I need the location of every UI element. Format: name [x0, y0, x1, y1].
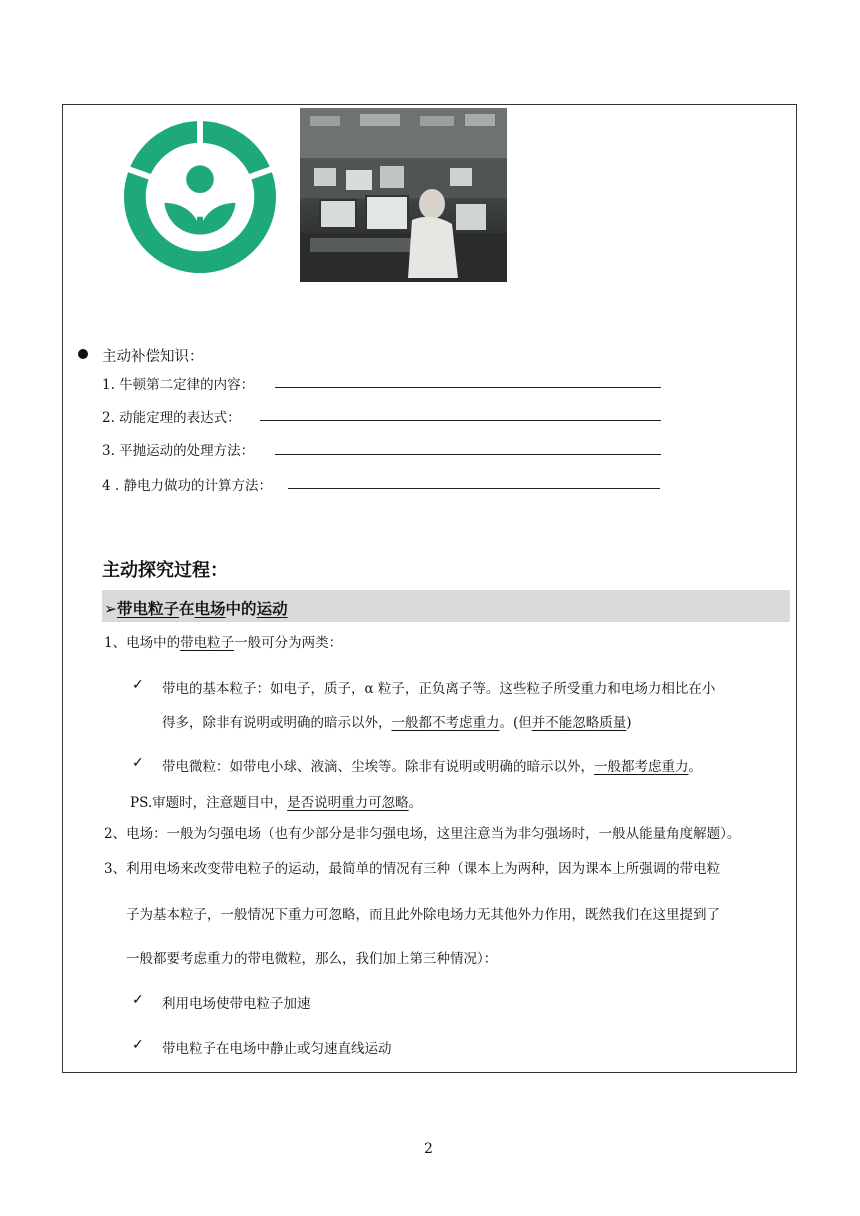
text: 一般可分为两类： — [234, 635, 343, 651]
ps-note — [130, 791, 422, 811]
text: 。(但 — [499, 715, 532, 731]
knowledge-item-2: 2. 动能定理的表达式： — [102, 410, 241, 426]
item-3-line1: 3、利用电场来改变带电粒子的运动，最简单的情况有三种（课本上为两种，因为课本上所强调的带电粒 — [104, 861, 721, 877]
section-term-field: 电场 — [194, 600, 226, 618]
plant-ring-logo-icon — [121, 118, 279, 276]
underlined-text: 一般都考虑重力 — [594, 759, 689, 775]
knowledge-item-3: 3. 平抛运动的处理方法： — [102, 443, 255, 459]
text: PS.审题时，注意题目中， — [130, 795, 288, 811]
section-title — [104, 597, 288, 619]
text: ) — [626, 715, 632, 731]
process-heading: 主动探究过程： — [102, 560, 228, 581]
control-room-photo — [300, 108, 507, 282]
check-icon: ✓ — [132, 755, 144, 771]
check4: 带电粒子在电场中静止或匀速直线运动 — [162, 1041, 392, 1057]
text: 。 — [688, 759, 702, 775]
arrow-icon: ➢ — [104, 600, 117, 618]
section-term-motion: 运动 — [256, 600, 288, 618]
section-term-particle: 带电粒子 — [117, 600, 180, 618]
check-icon: ✓ — [132, 992, 144, 1008]
bullet-dot — [78, 349, 88, 359]
check3: 利用电场使带电粒子加速 — [162, 996, 311, 1012]
section-text: 中的 — [225, 600, 257, 618]
check1-line1: 带电的基本粒子：如电子，质子，α 粒子，正负离子等。这些粒子所受重力和电场力相比在小 — [162, 681, 716, 697]
underlined-text: 一般都不考虑重力 — [391, 715, 500, 731]
page-number: 2 — [424, 1141, 433, 1157]
underlined-text: 是否说明重力可忽略 — [287, 795, 409, 811]
underlined-text: 带电粒子 — [180, 635, 235, 651]
section-text: 在 — [179, 600, 195, 618]
text: 。 — [408, 795, 423, 811]
answer-line-2[interactable] — [260, 420, 661, 421]
check2 — [162, 755, 702, 775]
check1-line2 — [162, 711, 632, 731]
answer-line-3[interactable] — [275, 454, 661, 455]
text: 得多，除非有说明或明确的暗示以外， — [162, 715, 392, 731]
item-3-line3: 一般都要考虑重力的带电微粒，那么，我们加上第三种情况）： — [126, 951, 498, 967]
knowledge-item-4: 4 . 静电力做功的计算方法： — [102, 478, 272, 494]
check-icon: ✓ — [132, 1037, 144, 1053]
item-3-line2: 子为基本粒子，一般情况下重力可忽略，而且此外除电场力无其他外力作用，既然我们在这里提到了 — [126, 907, 720, 923]
item-2: 2、电场：一般为匀强电场（也有少部分是非匀强电场，这里注意当为非匀强场时，一般从能量角度解题）。 — [104, 826, 741, 842]
answer-line-1[interactable] — [275, 387, 661, 388]
text: 1、电场中的 — [104, 635, 181, 651]
answer-line-4[interactable] — [288, 488, 660, 489]
knowledge-title: 主动补偿知识： — [102, 349, 204, 365]
knowledge-item-1: 1. 牛顿第二定律的内容： — [102, 377, 255, 393]
underlined-text: 并不能忽略质量 — [531, 715, 627, 731]
text: 带电微粒：如带电小球、液滴、尘埃等。除非有说明或明确的暗示以外， — [162, 759, 594, 775]
check-icon: ✓ — [132, 677, 144, 693]
item-1 — [104, 631, 342, 651]
